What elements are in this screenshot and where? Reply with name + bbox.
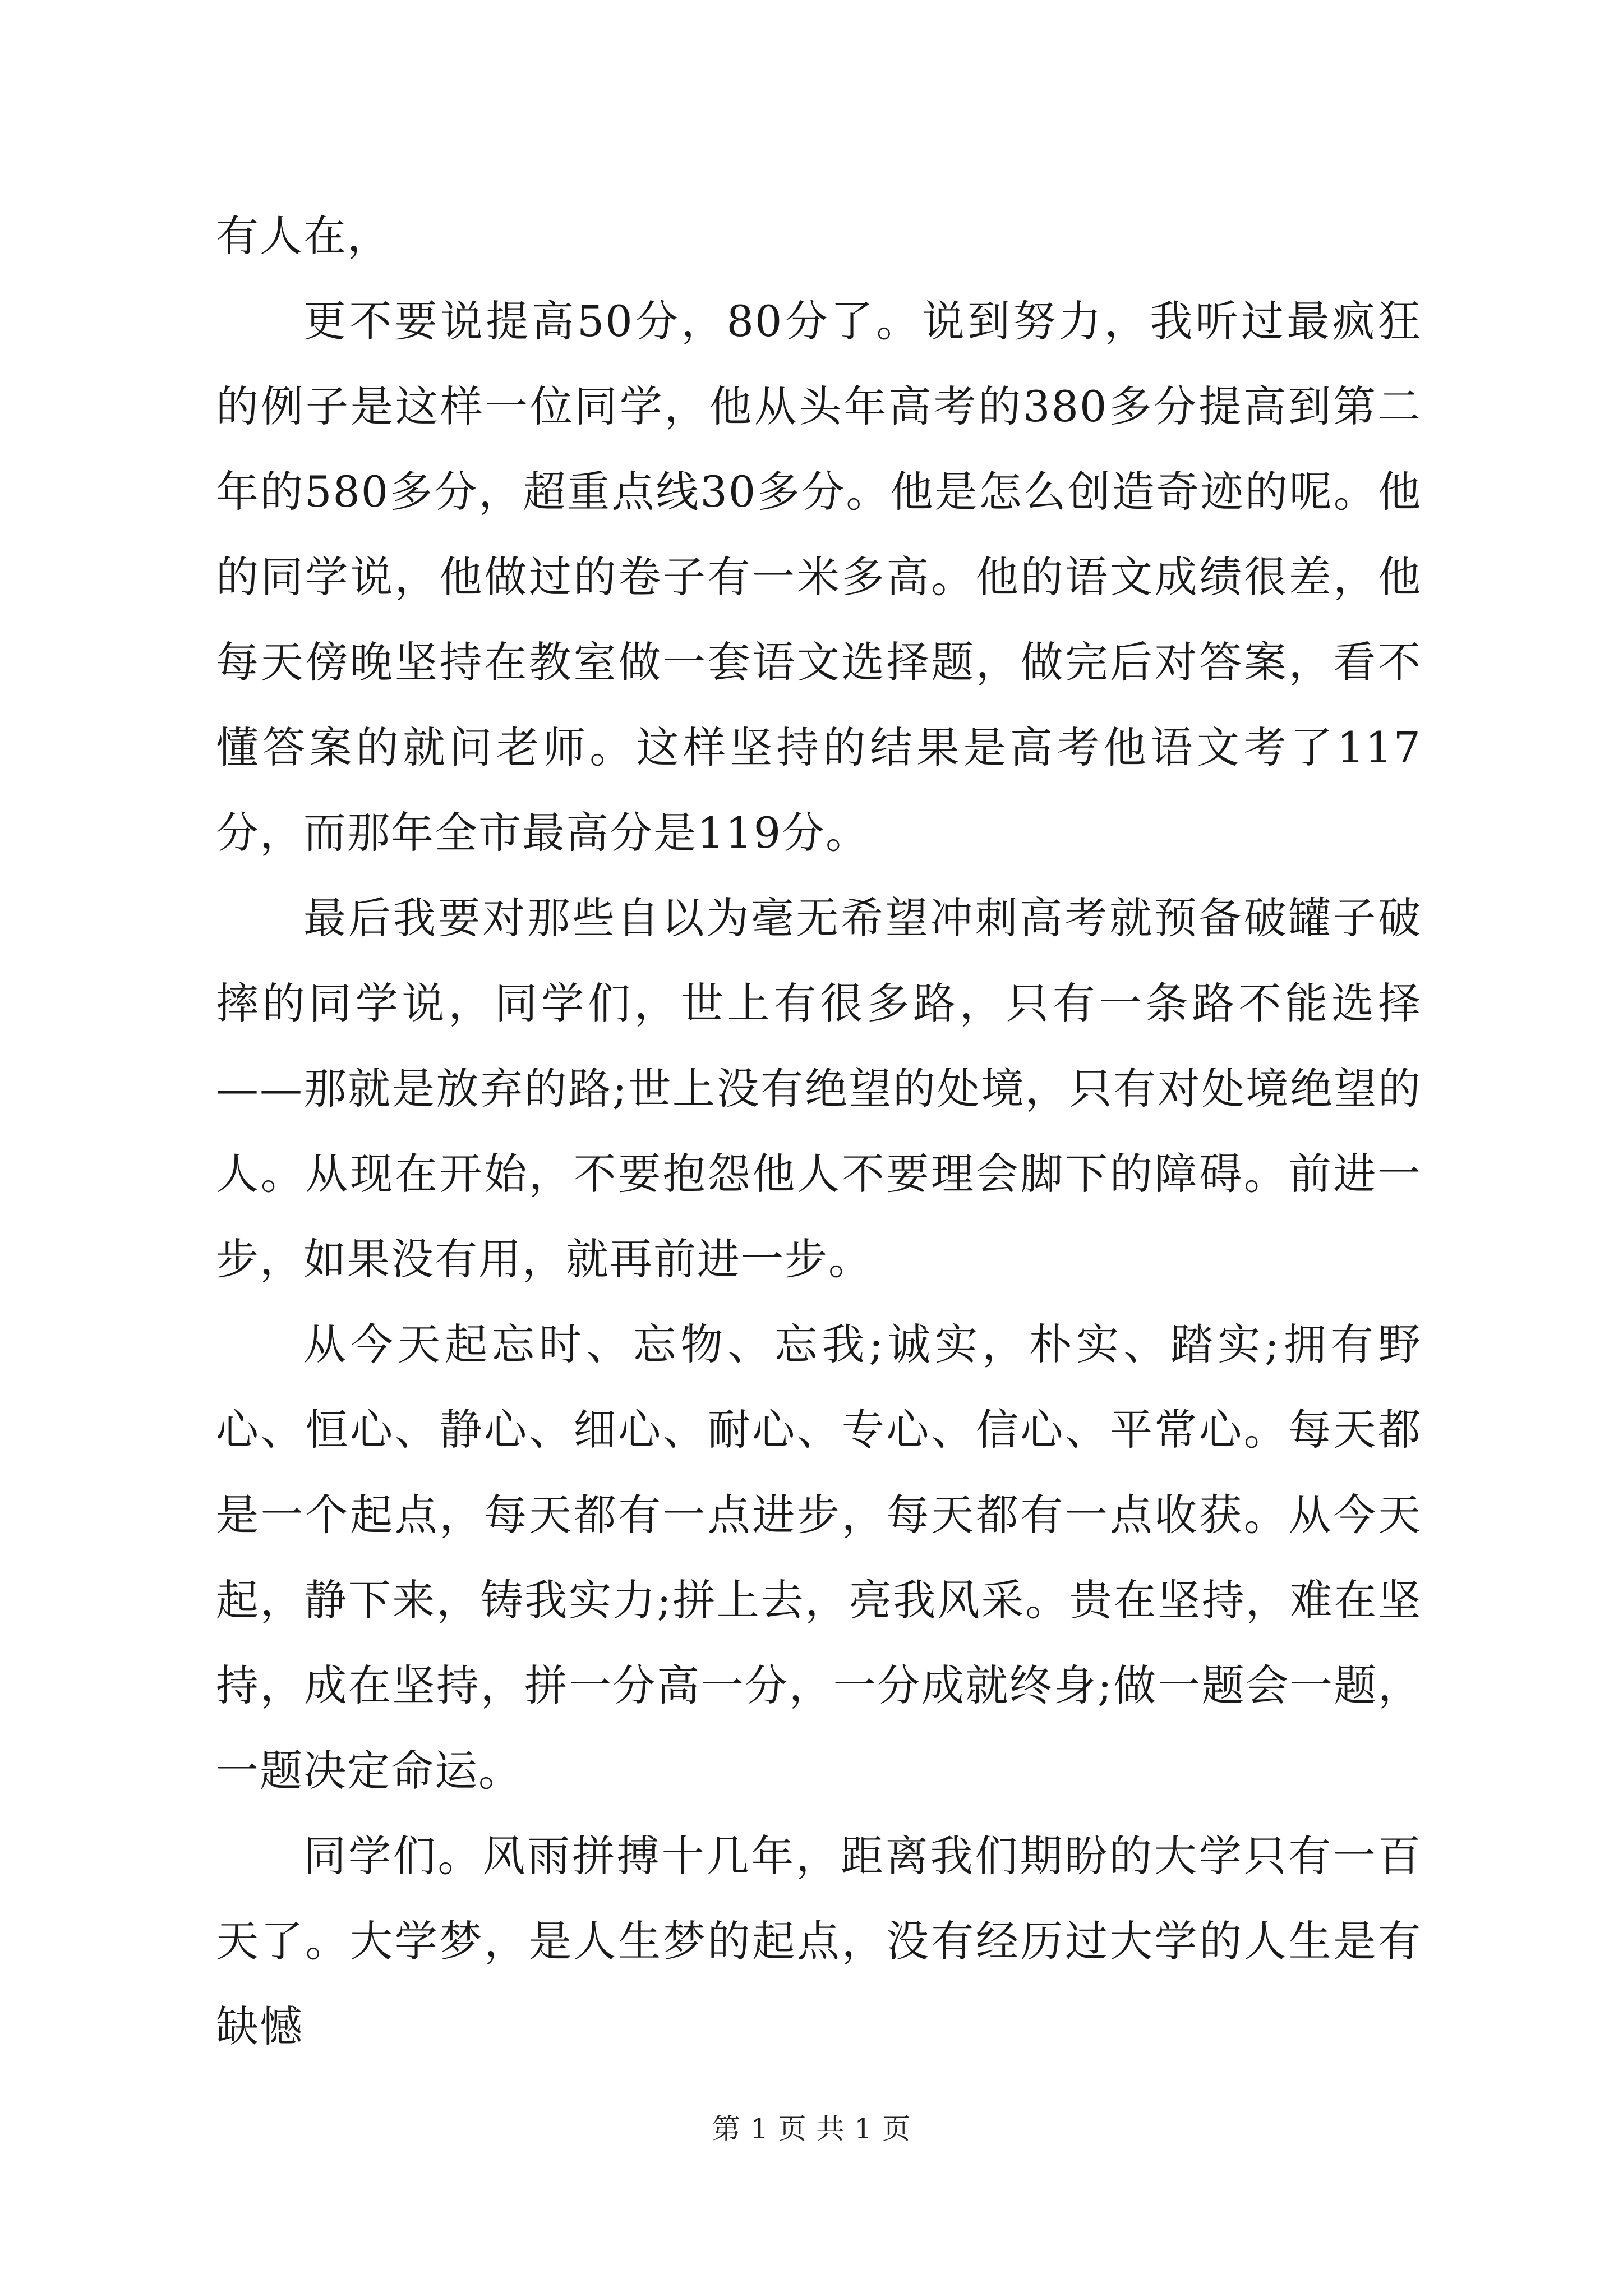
paragraph-5: 同学们。风雨拼搏十几年，距离我们期盼的大学只有一百天了。大学梦，是人生梦的起点，没有经历过大学的人生是有缺憾 bbox=[216, 1831, 1422, 2051]
page-footer: 第 1 页 共 1 页 bbox=[712, 2113, 911, 2145]
paragraph-2: 更不要说提高50分，80分了。说到努力，我听过最疯狂的例子是这样一位同学，他从头年高考的380多分提高到第二年的580多分，超重点线30多分。他是怎么创造奇迹的呢。他的同学说，他做过的卷子有一米多高。他的语文成绩很差，他每天傍晚坚持在教室做一套语文选择题，做完后对答案，看不懂答案的就问老师。这样坚持的结果是高考他语文考了117分，而那年全市最高分是119分。 bbox=[216, 296, 1422, 858]
paragraph-4: 从今天起忘时、忘物、忘我;诚实，朴实、踏实;拥有野心、恒心、静心、细心、耐心、专心、信心、平常心。每天都是一个起点，每天都有一点进步，每天都有一点收获。从今天起，静下来，铸我实力;拼上去，亮我风采。贵在坚持，难在坚持，成在坚持，拼一分高一分，一分成就终身;做一题会一题，一题决定命运。 bbox=[216, 1319, 1422, 1796]
document-body bbox=[216, 194, 1422, 2069]
paragraph-1: 有人在， bbox=[216, 211, 391, 261]
paragraph-3: 最后我要对那些自以为毫无希望冲刺高考就预备破罐子破摔的同学说，同学们，世上有很多路，只有一条路不能选择——那就是放弃的路;世上没有绝望的处境，只有对处境绝望的人。从现在开始，不要抱怨他人不要理会脚下的障碍。前进一步，如果没有用，就再前进一步。 bbox=[216, 893, 1422, 1284]
